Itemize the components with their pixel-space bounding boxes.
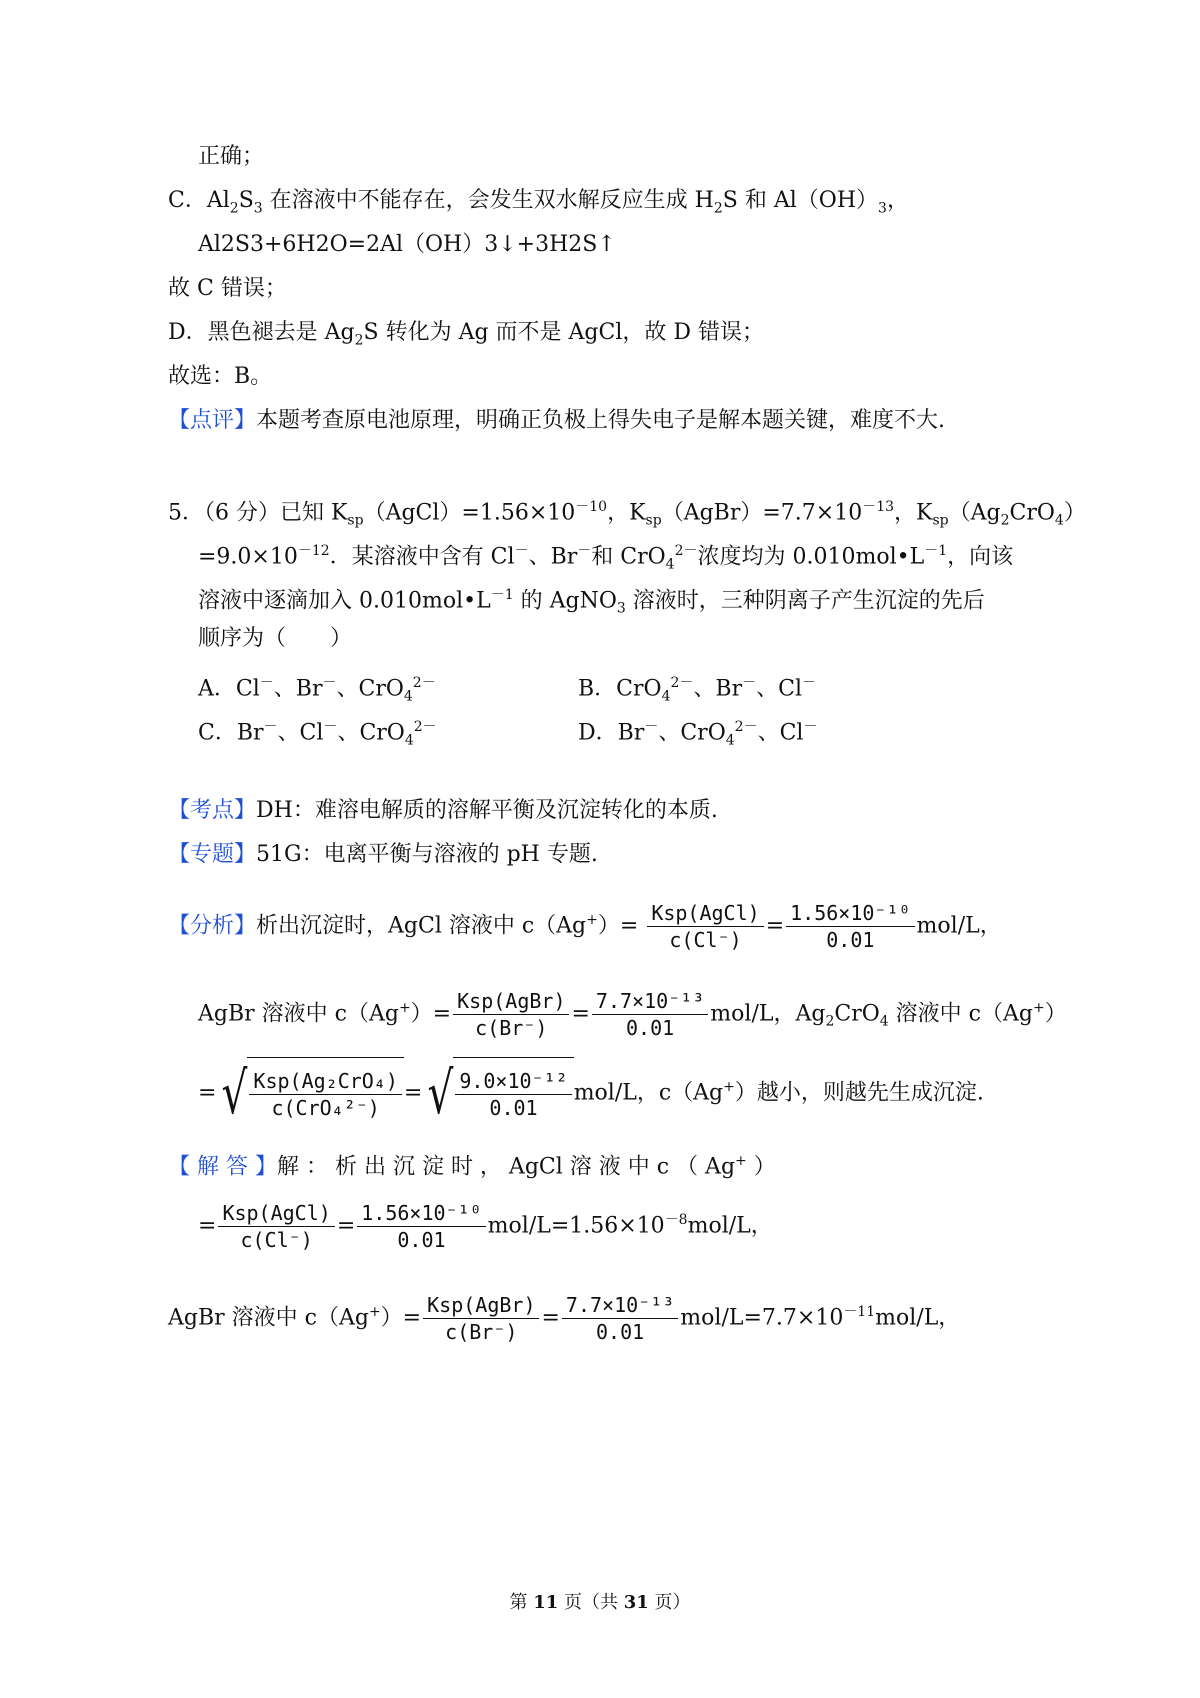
question-line-4: 顺序为（ ） [198,626,353,651]
analysis-tag: 【分析】 [168,913,257,939]
page-footer: 第 11 页（共 31 页） [509,1592,691,1613]
analysis-line-2: AgBr 溶液中 c（Ag+）= $\frac{\text{Ksp(AgBr)}}{c(Br^-)}$ = $\frac{\text{7.7×10⁻¹³}}{0.01}$ mol/L，$Ag_2CrO_4$ 溶液中 c（Ag+） [198,988,1067,1040]
fraction-ksp-agcl: $\frac{\text{Ksp(AgCl)}}{c(Cl^-)}$ [647,900,763,953]
solution-line-1: 【 解 答 】解 ： 析 出 沉 淀 时 ， AgCl 溶 液 中 c （ Ag+ ） [168,1153,776,1180]
line-correct: 正确； [198,144,265,169]
analysis-line-3: = √ $\frac{\text{Ksp(Ag₂CrO₄)}}{\text{c(CrO₄²⁻)}}$ = √ $\frac{\text{9.0×10⁻¹²}}{0.01}$ mol/L，c（Ag+）越小，则越先生成沉淀. [198,1052,984,1130]
question-line-3: 溶液中逐滴加入 $0.010mol•L^{-1}$ 的 AgNO$_3$ 溶液时，三种阴离子产生沉淀的先后 [198,587,985,617]
fraction-value-agbr: $\frac{\text{7.7×10⁻¹³}}{0.01}$ [592,988,708,1041]
sol-fraction-value-agcl: $\frac{\text{1.56×10⁻¹⁰}}{0.01}$ [357,1200,485,1253]
reaction-equation: Al2S3+6H2O=2Al（OH）3↓+3H2S↑ [198,232,616,257]
solution-line-2: = $\frac{\text{Ksp(AgCl)}}{c(Cl^-)}$ = $\frac{\text{1.56×10⁻¹⁰}}{0.01}$ mol/$L=1.56\times 10^{-8}mol/L$， [198,1200,773,1252]
kaodian-tag: 【考点】 [168,798,257,823]
question-line-2: $=9.0\times 10^{-12}$．某溶液中含有 Cl－、Br－和 CrO$_4^{2-}$浓度均为 $0.010mol•L^{-1}$，向该 [198,543,1014,573]
option-c[interactable]: C．Br－、Cl－、CrO$_4^{2-}$ [198,719,437,749]
kaodian: 【考点】DH：难溶电解质的溶解平衡及沉淀转化的本质. [168,798,718,823]
option-b[interactable]: B．CrO$_4^{2-}$、Br－、Cl－ [578,675,816,705]
review-tag: 【点评】 [168,408,257,433]
review: 【点评】本题考查原电池原理，明确正负极上得失电子是解本题关键，难度不大. [168,408,946,433]
zhuanti-tag: 【专题】 [168,842,257,867]
option-a[interactable]: A．Cl－、Br－、CrO$_4^{2-}$ [198,675,436,705]
sqrt-ksp-ag2cro4: √ $\frac{\text{Ksp(Ag₂CrO₄)}}{\text{c(CrO₄²⁻)}}$ [216,1057,403,1130]
answer-choice: 故选：B。 [168,364,273,389]
sol-fraction-ksp-agbr: $\frac{\text{Ksp(AgBr)}}{c(Br^-)}$ [423,1292,539,1345]
sqrt-value-ag2cro4: √ $\frac{\text{9.0×10⁻¹²}}{0.01}$ [422,1057,573,1130]
c-wrong: 故 C 错误； [168,276,287,301]
solution-line-3: AgBr 溶液中 c（Ag+）= $\frac{\text{Ksp(AgBr)}}{c(Br^-)}$ = $\frac{\text{7.7×10⁻¹³}}{0.01}$ mol/$L=7.7\times 10^{-11}mol/L$， [168,1292,961,1344]
option-d[interactable]: D．Br－、CrO$_4^{2-}$、Cl－ [578,719,818,749]
question-line-1: 5．（6 分）已知 $K_{sp}(AgCl)=1.56\times 10^{-10}$，$K_{sp}(AgBr)=7.7\times 10^{-13}$，$K_{sp}(Ag_2CrO_4)$ [168,499,1086,529]
analysis-line-1: 【分析】析出沉淀时，AgCl 溶液中 c（Ag+）= $\frac{\text{Ksp(AgCl)}}{c(Cl^-)}$ = $\frac{\text{1.56×10⁻¹⁰}}{0.01}$ mol/L， [168,900,1002,952]
sol-fraction-value-agbr: $\frac{\text{7.7×10⁻¹³}}{0.01}$ [562,1292,678,1345]
option-c-explanation: C．$Al_2S_3$ 在溶液中不能存在，会发生双水解反应生成 $H_2S$ 和 $Al(OH)_3$， [168,188,909,217]
zhuanti: 【专题】51G：电离平衡与溶液的 pH 专题. [168,842,598,867]
option-d-explanation: D．黑色褪去是 $Ag_2S$ 转化为 Ag 而不是 AgCl，故 D 错误； [168,320,765,349]
sol-fraction-ksp-agcl: $\frac{\text{Ksp(AgCl)}}{c(Cl^-)}$ [218,1200,334,1253]
fraction-ksp-agbr: $\frac{\text{Ksp(AgBr)}}{c(Br^-)}$ [453,988,569,1041]
fraction-value-agcl: $\frac{\text{1.56×10⁻¹⁰}}{0.01}$ [786,900,914,953]
solution-tag: 【 解 答 】 [168,1154,277,1180]
